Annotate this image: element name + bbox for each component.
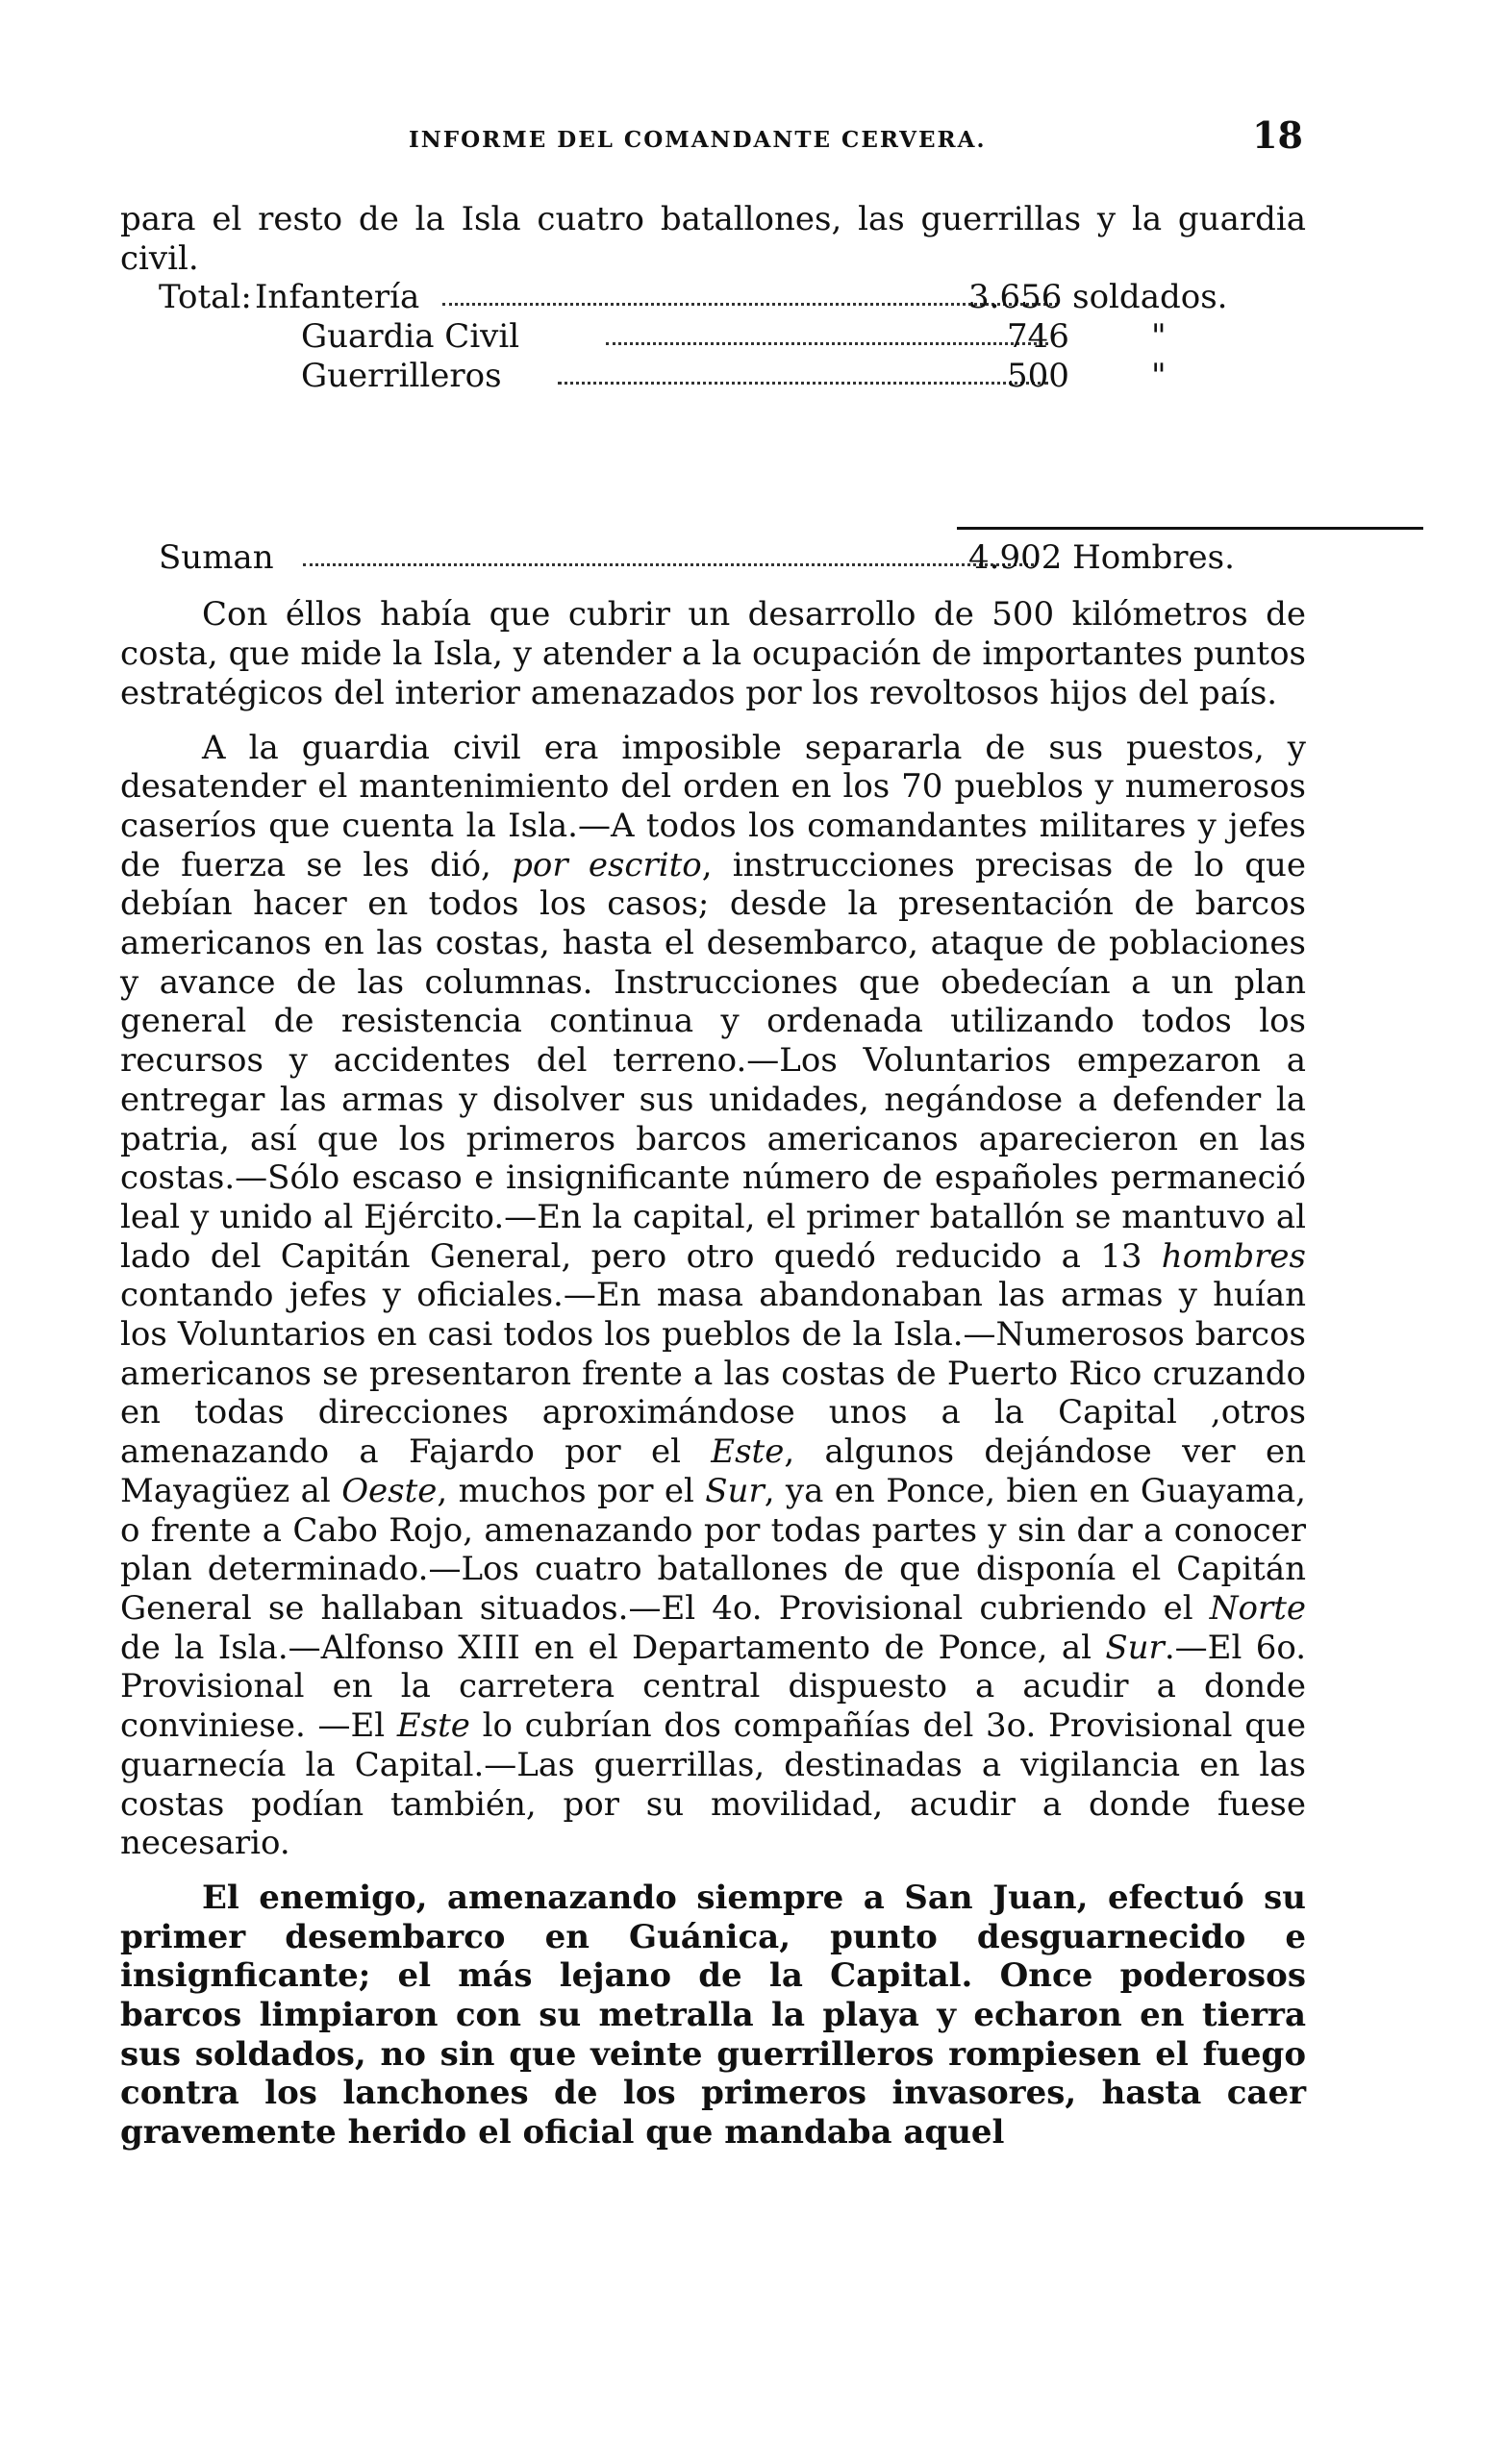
paragraph-defense — [120, 729, 1306, 1863]
totals-row-value: 746 — [1007, 317, 1069, 357]
text-run: A la guardia civil era imposible separarla de sus puestos, y desatender el mantenimiento del orden en los 70 pueblos y numerosos caseríos que cuenta la Isla.—A todos los comandantes militares y jefes de fuerza se les dió, — [120, 728, 1306, 884]
totals-row-label: Guardia Civil — [301, 317, 520, 357]
text-run: lo cubrían dos compañías del 3o. Provisional que guarnecía la Capital.—Las guerrillas, destinadas a vigilancia en las costas podían también, por su movilidad, acudir a donde fuese necesario. — [120, 1706, 1306, 1863]
totals-row-value: 500 — [1007, 357, 1069, 396]
italic-run: Sur — [1105, 1628, 1165, 1667]
totals-row-label: Guerrilleros — [301, 357, 502, 396]
italic-run: Norte — [1209, 1588, 1306, 1628]
ditto-mark: " — [1151, 317, 1167, 357]
page-number: 18 — [1252, 113, 1303, 157]
leader-dots — [558, 382, 1048, 385]
italic-run: hombres — [1161, 1236, 1306, 1276]
italic-run: Este — [396, 1706, 470, 1746]
totals-row-label: Infantería — [255, 278, 420, 317]
intro-paragraph: para el resto de la Isla cuatro batallones, las guerrillas y la guardia civil. — [120, 200, 1306, 278]
text-run: , ya en Ponce, bien en Guayama, o frente a Cabo Rojo, amenazando por todas partes y sin dar a conocer plan determinado.—Los cuatro batallones de que disponía el Capitán General se hallaban situados.—El 4o. Provisional cubriendo el — [120, 1471, 1306, 1628]
italic-run: por escrito — [512, 845, 702, 884]
sum-value: 4.902 Hombres. — [968, 538, 1235, 578]
text-run: , muchos por el — [437, 1471, 706, 1510]
text-run: contando jefes y oficiales.—En masa abandonaban las armas y huían los Voluntarios en casi todos los pueblos de la Isla.—Numerosos barcos americanos se presentaron frente a las costas de Puerto Rico cruzando en todas direcciones aproximándose unos a la Capital ,otros amenazando a Fajardo por el — [120, 1276, 1306, 1472]
leader-dots — [606, 342, 1048, 345]
totals-row-value: 3.656 soldados. — [968, 278, 1228, 317]
italic-run: Oeste — [341, 1471, 438, 1510]
italic-run: Sur — [705, 1471, 765, 1510]
running-head: INFORME DEL COMANDANTE CERVERA. — [409, 127, 987, 153]
totals-row — [120, 317, 1306, 357]
page-header — [120, 113, 1303, 171]
paragraph-landing: El enemigo, amenazando siempre a San Juan, efectuó su primer desembarco en Guánica, punto desguarnecido e insignficante; el más lejano de la Capital. Once poderosos barcos limpiaron con su metralla la playa y echaron en tierra sus soldados, no sin que veinte guerrilleros rompiesen el fuego contra los lanchones de los primeros invasores, hasta caer gravemente herido el oficial que mandaba aquel — [120, 1878, 1306, 2153]
totals-prefix: Total: — [159, 278, 252, 317]
paragraph-coastline: Con éllos había que cubrir un desarrollo de 500 kilómetros de costa, que mide la Isla, y atender a la ocupación de importantes puntos estratégicos del interior amenazados por los revoltosos hijos del país. — [120, 595, 1306, 712]
leader-dots — [442, 303, 1058, 306]
sum-label: Suman — [159, 538, 274, 578]
text-run: , instrucciones precisas de lo que debían hacer en todos los casos; desde la presentación de barcos americanos en las costas, hasta el desembarco, ataque de poblaciones y avance de las columnas. Instrucciones que obedecían a un plan general de resistencia continua y ordenada utilizando todos los recursos y accidentes del terreno.—Los Voluntarios empezaron a entregar las armas y disolver sus unidades, negándose a defender la patria, así que los primeros barcos americanos aparecieron en las costas.—Sólo escaso e insignificante número de españoles permaneció leal y unido al Ejército.—En la capital, el primer batallón se mantuvo al lado del Capitán General, pero otro quedó reducido a 13 — [120, 845, 1306, 1276]
ditto-mark: " — [1151, 357, 1167, 396]
leader-dots — [303, 563, 1034, 566]
totals-sum-row — [120, 538, 1306, 578]
totals-table — [120, 278, 1306, 595]
totals-row — [120, 278, 1306, 317]
text-run: de la Isla.—Alfonso XIII en el Departamento de Ponce, al — [120, 1628, 1106, 1667]
italic-run: Este — [711, 1432, 785, 1472]
text-run: , algunos dejándose ver en Mayagüez al — [120, 1432, 1306, 1510]
text-run: .—El 6o. Provisional en la carretera central dispuesto a acudir a donde conviniese. —El — [120, 1628, 1307, 1746]
page-body — [120, 200, 1306, 2153]
sum-rule — [957, 527, 1423, 530]
totals-row — [120, 357, 1306, 396]
